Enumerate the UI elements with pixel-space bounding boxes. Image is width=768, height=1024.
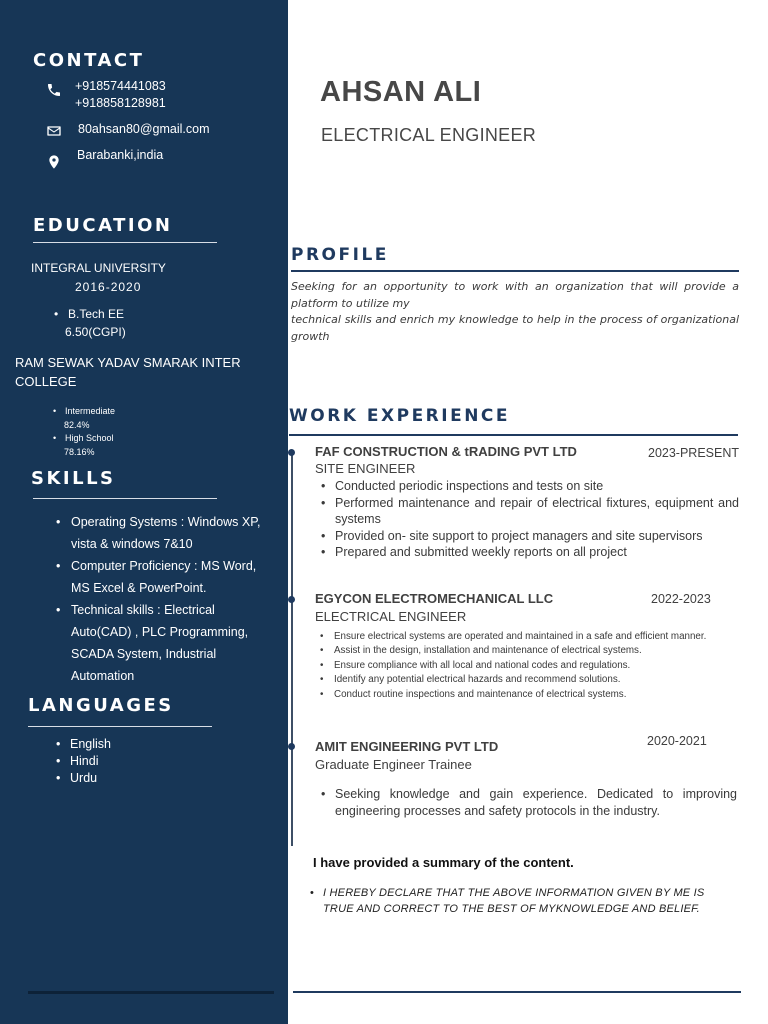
phone-1: +918574441083	[75, 79, 166, 93]
experience-timeline	[291, 450, 293, 846]
degree-list	[54, 305, 126, 341]
job-duty: • Ensure electrical systems are operated and maintained in a safe and efficient manner.	[314, 630, 758, 644]
job-company: EGYCON ELECTROMECHANICAL LLC	[315, 591, 554, 606]
job-duty: • Prepared and submitted weekly reports on all project	[315, 544, 739, 561]
job-title: Graduate Engineer Trainee	[315, 757, 472, 772]
skills-list	[56, 511, 266, 687]
languages-heading: LANGUAGES	[28, 695, 174, 716]
skills-heading: SKILLS	[31, 468, 116, 489]
profile-heading: PROFILE	[291, 245, 389, 265]
skill-item: • Technical skills : Electrical Auto(CAD) , PLC Programming, SCADA System, Industrial Automation	[56, 599, 266, 687]
timeline-dot	[288, 596, 295, 603]
skill-item: • Computer Proficiency : MS Word, MS Excel & PowerPoint.	[56, 555, 266, 599]
job-duties	[315, 786, 737, 819]
profile-line: Seeking for an opportunity to work with an organization that will provide a platform to utilize my	[291, 280, 739, 310]
school-item-score: 82.4%	[64, 419, 90, 430]
timeline-dot	[288, 449, 295, 456]
job-duty: • Performed maintenance and repair of electrical fixtures, equipment and systems	[315, 495, 739, 528]
job-duty: • Assist in the design, installation and maintenance of electrical systems.	[314, 644, 758, 658]
university-years: 2016-2020	[75, 280, 142, 294]
job-dates: 2022-2023	[651, 592, 711, 606]
college-name: RAM SEWAK YADAV SMARAK INTER COLLEGE	[15, 355, 241, 389]
school-list	[53, 405, 115, 459]
job-title: SITE ENGINEER	[315, 461, 416, 476]
email: 80ahsan80@gmail.com	[78, 122, 210, 136]
job-duty: • Conducted periodic inspections and tests on site	[315, 478, 739, 495]
education-divider	[33, 242, 217, 243]
location-pin-icon	[46, 154, 62, 170]
sidebar-bottom-divider	[28, 991, 274, 994]
degree: • B.Tech EE	[54, 305, 126, 323]
mail-icon	[46, 123, 62, 139]
language-item: • English	[56, 736, 111, 753]
job-duty: • Conduct routine inspections and maintenance of electrical systems.	[314, 688, 758, 702]
degree-grade: 6.50(CGPI)	[65, 325, 126, 339]
contact-heading: CONTACT	[33, 50, 145, 71]
declaration-text: • I HEREBY DECLARE THAT THE ABOVE INFORMATION GIVEN BY ME IS TRUE AND CORRECT TO THE BEST OF MYKNOWLEDGE AND BELIEF.	[310, 885, 730, 917]
job-dates: 2023-PRESENT	[648, 446, 740, 460]
job-duty: • Seeking knowledge and gain experience. Dedicated to improving engineering processes and safety protocols in the industry.	[315, 786, 737, 819]
candidate-role: ELECTRICAL ENGINEER	[321, 125, 537, 145]
job-company: FAF CONSTRUCTION & tRADING PVT LTD	[315, 444, 577, 459]
job-dates: 2020-2021	[647, 734, 707, 748]
summary-note: I have provided a summary of the content.	[313, 855, 574, 870]
school-item-label: • Intermediate	[53, 405, 115, 419]
phone-icon	[46, 82, 62, 98]
education-heading: EDUCATION	[33, 215, 173, 236]
location: Barabanki,india	[77, 148, 164, 162]
job-company: AMIT ENGINEERING PVT LTD	[315, 739, 499, 754]
phone-2: +918858128981	[75, 96, 166, 110]
languages-list	[56, 736, 111, 787]
experience-divider	[289, 434, 738, 436]
job-duties	[315, 478, 739, 561]
job-duty: • Ensure compliance with all local and national codes and regulations.	[314, 659, 758, 673]
university-name: INTEGRAL UNIVERSITY	[31, 261, 166, 275]
job-duty: • Provided on- site support to project managers and site supervisors	[315, 528, 739, 545]
sidebar	[0, 0, 288, 1024]
language-item: • Hindi	[56, 753, 111, 770]
language-item: • Urdu	[56, 770, 111, 787]
main-bottom-divider	[293, 991, 741, 993]
profile-divider	[291, 270, 739, 272]
profile-line: technical skills and enrich my knowledge to help in the process of organizational growth	[291, 313, 739, 343]
school-item-score: 78.16%	[64, 446, 95, 457]
job-duty: • Identify any potential electrical hazards and recommend solutions.	[314, 673, 758, 687]
experience-heading: WORK EXPERIENCE	[289, 406, 511, 426]
declaration	[310, 885, 730, 917]
skill-item: • Operating Systems : Windows XP, vista & windows 7&10	[56, 511, 266, 555]
job-duties	[314, 630, 758, 702]
languages-divider	[28, 726, 212, 727]
candidate-name: AHSAN ALI	[320, 76, 482, 108]
skills-divider	[33, 498, 217, 499]
timeline-dot	[288, 743, 295, 750]
job-title: ELECTRICAL ENGINEER	[315, 609, 467, 624]
profile-summary	[291, 279, 739, 345]
school-item-label: • High School	[53, 432, 115, 446]
